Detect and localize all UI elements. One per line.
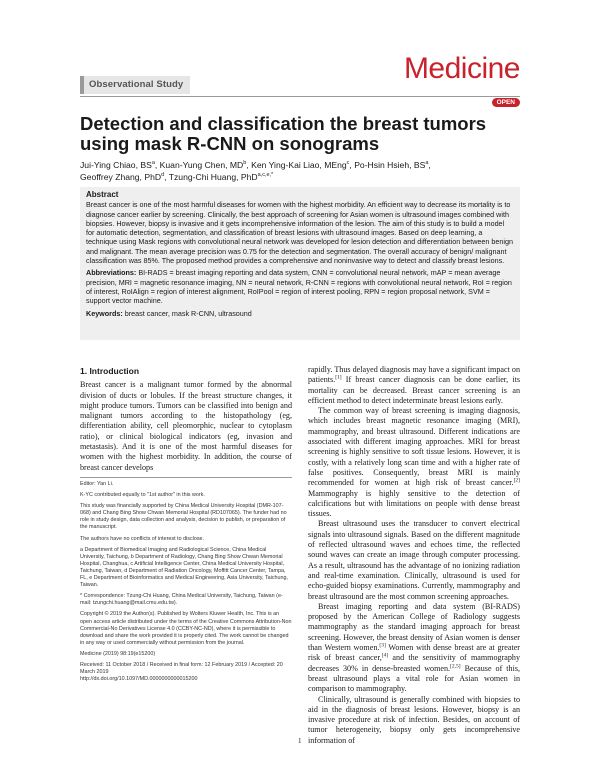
author: Ken Ying-Kai Liao, MEng	[251, 160, 347, 170]
right-column	[308, 365, 520, 746]
footnote: The authors have no conflicts of interest to disclose.	[80, 535, 205, 542]
page-number: 1	[298, 737, 302, 745]
keywords: Keywords: breast cancer, mask R-CNN, ultrasound	[86, 308, 252, 318]
left-column	[80, 366, 292, 473]
doi-link[interactable]: http://dx.doi.org/10.1097/MD.0000000000015200	[80, 676, 198, 683]
citation[interactable]: [2]	[513, 477, 520, 484]
section-tag: Observational Study	[80, 76, 190, 94]
journal-logo: Medicine	[403, 52, 520, 85]
citation[interactable]: [1]	[335, 374, 342, 381]
open-access-badge: OPEN	[492, 98, 520, 107]
citation[interactable]: [4]	[381, 652, 389, 659]
footnote: Editor: Yan Li.	[80, 481, 114, 487]
author: Jui-Ying Chiao, BS	[80, 160, 152, 170]
abstract-box	[80, 187, 520, 340]
footnote: a Department of Biomedical Imaging and Radiological Science, China Medical University, Taichung, b Department of Radiology, Chang Bing Show Chwan Memorial Hospital, Changhua, c Artificial Intelligence Center, China Medical University Hospital, Taichung, Taiwan, d Department of Radiation Oncology, Moffitt Cancer Center, Tampa, FL, e Department of Bioinformatics and Medical Engineering, Asia University, Taichung, Taiwan.	[80, 546, 289, 589]
footnote: Received: 11 October 2018 / Received in final form: 12 February 2019 / Accepted: 20 March 2019	[80, 661, 283, 676]
footnote: K-YC contributed equally to "1st author" in this work.	[80, 492, 205, 499]
footnotes	[80, 477, 292, 687]
body-paragraph: Clinically, ultrasound is generally combined with biopsies to aid in the diagnosis of breast lesions. However, biopsy is an invasive procedure at risk of infection. Besides, on account of tumor heterogeneity, biopsy only gets incomprehensive information of	[308, 694, 520, 745]
footnote: Medicine (2019) 98:19(e15200)	[80, 650, 156, 657]
footnote: * Correspondence: Tzung-Chi Huang, China Medical University, Taichung, Taiwan (e-mail: tzungchi.huang@mail.cmu.edu.tw).	[80, 593, 283, 607]
footnote: This study was financially supported by China Medical University Hospital (DMR-107-068) and Chang Bing Show Chwan Memorial Hospital (RD107065). The funder had no role in study design, data collection and analysis, decision to publish, or preparation of the manuscript.	[80, 503, 287, 531]
author: Po-Hsin Hsieh, BS	[354, 160, 426, 170]
author-list: Jui-Ying Chiao, $BS^a$, Kuan-Yung Chen, $MD^b$, Ken Ying-Kai Liao, MEng$^c$, Po-Hsin Hsieh, $BS^a$, Geoffrey Zhang, PhD$^d$, Tzung-Chi Huang, PhD$^{a,c,e,*}$	[80, 160, 431, 182]
author: Kuan-Yung Chen, MD	[159, 160, 244, 170]
body-paragraph: Breast imaging reporting and data system (BI-RADS) proposed by the American College of Radiology suggests mammography as the standard imaging approach for breast screening. However, the breast density of Asian women is denser than Western women.[3] Women with dense breast are at greater risk of breast cancer,[4] and the sensitivity of mammography decreases 30% in dense-breasted women.[2,5] Because of this, breast ultrasound plays a vital role for Asian women in comparison to mammography.	[308, 601, 521, 694]
body-paragraph: Breast ultrasound uses the transducer to convert electrical signals into ultrasound signals. Based on the different magnitude of reflected ultrasound waves and echoes time, the reflected sound waves can create an image through computer processing. As a result, ultrasound has the advantage of no ionizing radiation and real-time examination. Clinically, ultrasound is used for echo-guided biopsy examinations. Currently, mammography and breast ultrasound are the most common screening approaches.	[308, 519, 520, 601]
intro-paragraph: Breast cancer is a malignant tumor formed by the abnormal division of ducts or lobules. If the breast structure changes, it might produce tumors. Tumors can be classified into benign and malignant tumors according to the histopathology (eg, differentiation ability, cell pleomorphic, nuclear to cytoplasm ratio), or clinical biological indicators (eg, invasion and metastasis). And it is one of the most harmful diseases for women with the highest morbidity. In addition, the course of breast cancer develops	[80, 380, 292, 472]
citation[interactable]: [3]	[379, 642, 386, 649]
footnote: Copyright © 2019 the Author(s). Published by Wolters Kluwer Health, Inc. This is an open access article distributed under the terms of the Creative Commons Attribution-Non Commercial-No Derivatives License 4.0 (CCBY-NC-ND), where it is permissible to download and share the work provided it is properly cited. The work cannot be changed in any way or used commercially without permission from the journal.	[80, 611, 292, 646]
author: Geoffrey Zhang, PhD	[80, 172, 162, 182]
header-rule	[80, 96, 520, 97]
citation[interactable]: [2,5]	[450, 662, 461, 669]
abstract-heading: Abstract	[86, 190, 119, 199]
author: Tzung-Chi Huang, PhD	[168, 172, 258, 182]
abstract-body: Breast cancer is one of the most harmful diseases for women with the highest morbidity. An efficient way to decrease its mortality is to diagnose cancer earlier by screening. Clinically, the best approach of screening for Asian women is ultrasound images combined with biopsies. However, biopsy is invasive and it gets incomprehensive information of the lesion. The aim of this study is to build a model for automatic detection, segmentation, and classification of breast lesions with ultrasound images. Based on deep learning, a technique using Mask regions with convolutional neural network was developed for lesion detection and differentiation between benign and malignant. The mean average precision was 0.75 for the detection and segmentation. The overall accuracy of benign/ malignant classification was 85%. The proposed method provides a comprehensive and noninvasive way to detect and classify breast lesions.	[86, 200, 513, 266]
body-paragraph: rapidly. Thus delayed diagnosis may have a significant impact on patients.[1] If breast cancer diagnosis can be done earlier, its mortality can be decreased. Breast cancer screening is an efficient method to detect indeterminate breast lesions early.	[308, 365, 520, 405]
intro-heading: 1. Introduction	[80, 366, 140, 376]
abbreviations: Abbreviations: BI-RADS = breast imaging reporting and data system, CNN = convolutional neural network, mAP = mean average precision, MRI = magnetic resonance imaging, NN = neural network, R-CNN = regions with convolutional neural network, RoI = region of interest, RoIAlign = region of interest alignment, RoIPool = region of interest pooling, RPN = region proposal network, SVM = support vector machine.	[86, 268, 512, 306]
paper-title: Detection and classification the breast tumors using mask R-CNN on sonograms	[80, 113, 487, 154]
body-paragraph: The common way of breast screening is imaging diagnosis, which includes breast magnetic resonance imaging (MRI), mammography, and breast ultrasound. Different indications are associated with different imaging approaches. MRI for breast screening is highly sensitive to soft tissue lesions. However, it is costly, with a relatively long scan time and with a higher rate of false positives. Consequently, breast MRI is mainly recommended for women at high risk of breast cancer.[2] Mammography is highly sensitive to the detection of calcifications but with limitations on people with dense breast tissues.	[308, 406, 520, 519]
